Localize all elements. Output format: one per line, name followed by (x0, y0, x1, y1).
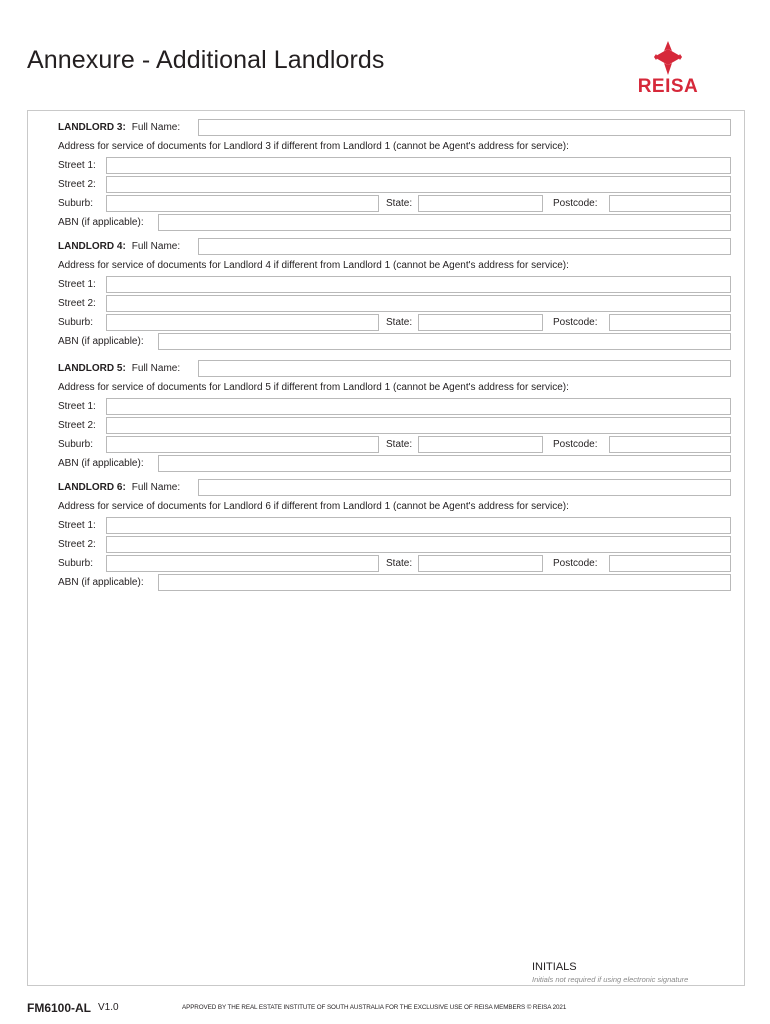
suburb-field[interactable] (106, 436, 379, 453)
street2-field[interactable] (106, 176, 731, 193)
full-name-field[interactable] (198, 360, 731, 377)
suburb-label: Suburb: (58, 439, 94, 450)
landlord-heading-text: LANDLORD 6: (58, 482, 126, 493)
state-label: State: (386, 198, 413, 209)
initials-note: Initials not required if using electronic signature (532, 975, 689, 984)
landlord-heading (58, 360, 180, 377)
suburb-label: Suburb: (58, 198, 94, 209)
postcode-label: Postcode: (553, 439, 598, 450)
abn-field[interactable] (158, 333, 731, 350)
street1-field[interactable] (106, 157, 731, 174)
state-field[interactable] (418, 555, 543, 572)
landlord-heading-text: LANDLORD 4: (58, 241, 126, 252)
reisa-logo (628, 40, 708, 96)
street1-label: Street 1: (58, 520, 96, 531)
postcode-label: Postcode: (553, 317, 598, 328)
state-field[interactable] (418, 436, 543, 453)
abn-label: ABN (if applicable): (58, 458, 144, 469)
state-label: State: (386, 558, 413, 569)
full-name-label: Full Name: (131, 482, 181, 493)
full-name-field[interactable] (198, 238, 731, 255)
landlord-heading (58, 479, 180, 496)
street1-field[interactable] (106, 398, 731, 415)
street1-label: Street 1: (58, 279, 96, 290)
suburb-field[interactable] (106, 555, 379, 572)
postcode-field[interactable] (609, 555, 731, 572)
landlord-heading (58, 119, 180, 136)
street1-label: Street 1: (58, 160, 96, 171)
full-name-field[interactable] (198, 479, 731, 496)
suburb-label: Suburb: (58, 317, 94, 328)
full-name-label: Full Name: (131, 241, 181, 252)
street2-label: Street 2: (58, 420, 96, 431)
abn-field[interactable] (158, 455, 731, 472)
street2-label: Street 2: (58, 539, 96, 550)
landlord-heading-text: LANDLORD 5: (58, 363, 126, 374)
form-version: V1.0 (98, 1002, 119, 1013)
suburb-label: Suburb: (58, 558, 94, 569)
state-label: State: (386, 317, 413, 328)
abn-field[interactable] (158, 214, 731, 231)
reisa-logo-text: REISA (637, 76, 699, 97)
full-name-label: Full Name: (131, 363, 181, 374)
postcode-field[interactable] (609, 195, 731, 212)
abn-label: ABN (if applicable): (58, 336, 144, 347)
approval-notice: APPROVED BY THE REAL ESTATE INSTITUTE OF SOUTH AUSTRALIA FOR THE EXCLUSIVE USE OF REISA MEMBERS © REISA 2021 (182, 1004, 567, 1011)
landlord-heading (58, 238, 180, 255)
postcode-field[interactable] (609, 314, 731, 331)
street2-field[interactable] (106, 417, 731, 434)
abn-label: ABN (if applicable): (58, 217, 144, 228)
full-name-field[interactable] (198, 119, 731, 136)
abn-label: ABN (if applicable): (58, 577, 144, 588)
street1-label: Street 1: (58, 401, 96, 412)
full-name-label: Full Name: (131, 122, 181, 133)
address-service-note: Address for service of documents for Landlord 4 if different from Landlord 1 (cannot be Agent's address for service): (58, 260, 569, 271)
form-code: FM6100-AL (27, 1001, 92, 1015)
state-field[interactable] (418, 195, 543, 212)
street2-field[interactable] (106, 536, 731, 553)
street2-field[interactable] (106, 295, 731, 312)
street2-label: Street 2: (58, 298, 96, 309)
state-label: State: (386, 439, 413, 450)
postcode-field[interactable] (609, 436, 731, 453)
address-service-note: Address for service of documents for Landlord 5 if different from Landlord 1 (cannot be Agent's address for service): (58, 382, 569, 393)
state-field[interactable] (418, 314, 543, 331)
postcode-label: Postcode: (553, 558, 598, 569)
address-service-note: Address for service of documents for Landlord 3 if different from Landlord 1 (cannot be Agent's address for service): (58, 141, 569, 152)
landlord-heading-text: LANDLORD 3: (58, 122, 126, 133)
postcode-label: Postcode: (553, 198, 598, 209)
street2-label: Street 2: (58, 179, 96, 190)
initials-label: INITIALS (532, 961, 577, 973)
reisa-diamond-icon (628, 40, 708, 78)
abn-field[interactable] (158, 574, 731, 591)
address-service-note: Address for service of documents for Landlord 6 if different from Landlord 1 (cannot be Agent's address for service): (58, 501, 569, 512)
suburb-field[interactable] (106, 314, 379, 331)
street1-field[interactable] (106, 276, 731, 293)
suburb-field[interactable] (106, 195, 379, 212)
page-title: Annexure - Additional Landlords (27, 46, 385, 74)
street1-field[interactable] (106, 517, 731, 534)
